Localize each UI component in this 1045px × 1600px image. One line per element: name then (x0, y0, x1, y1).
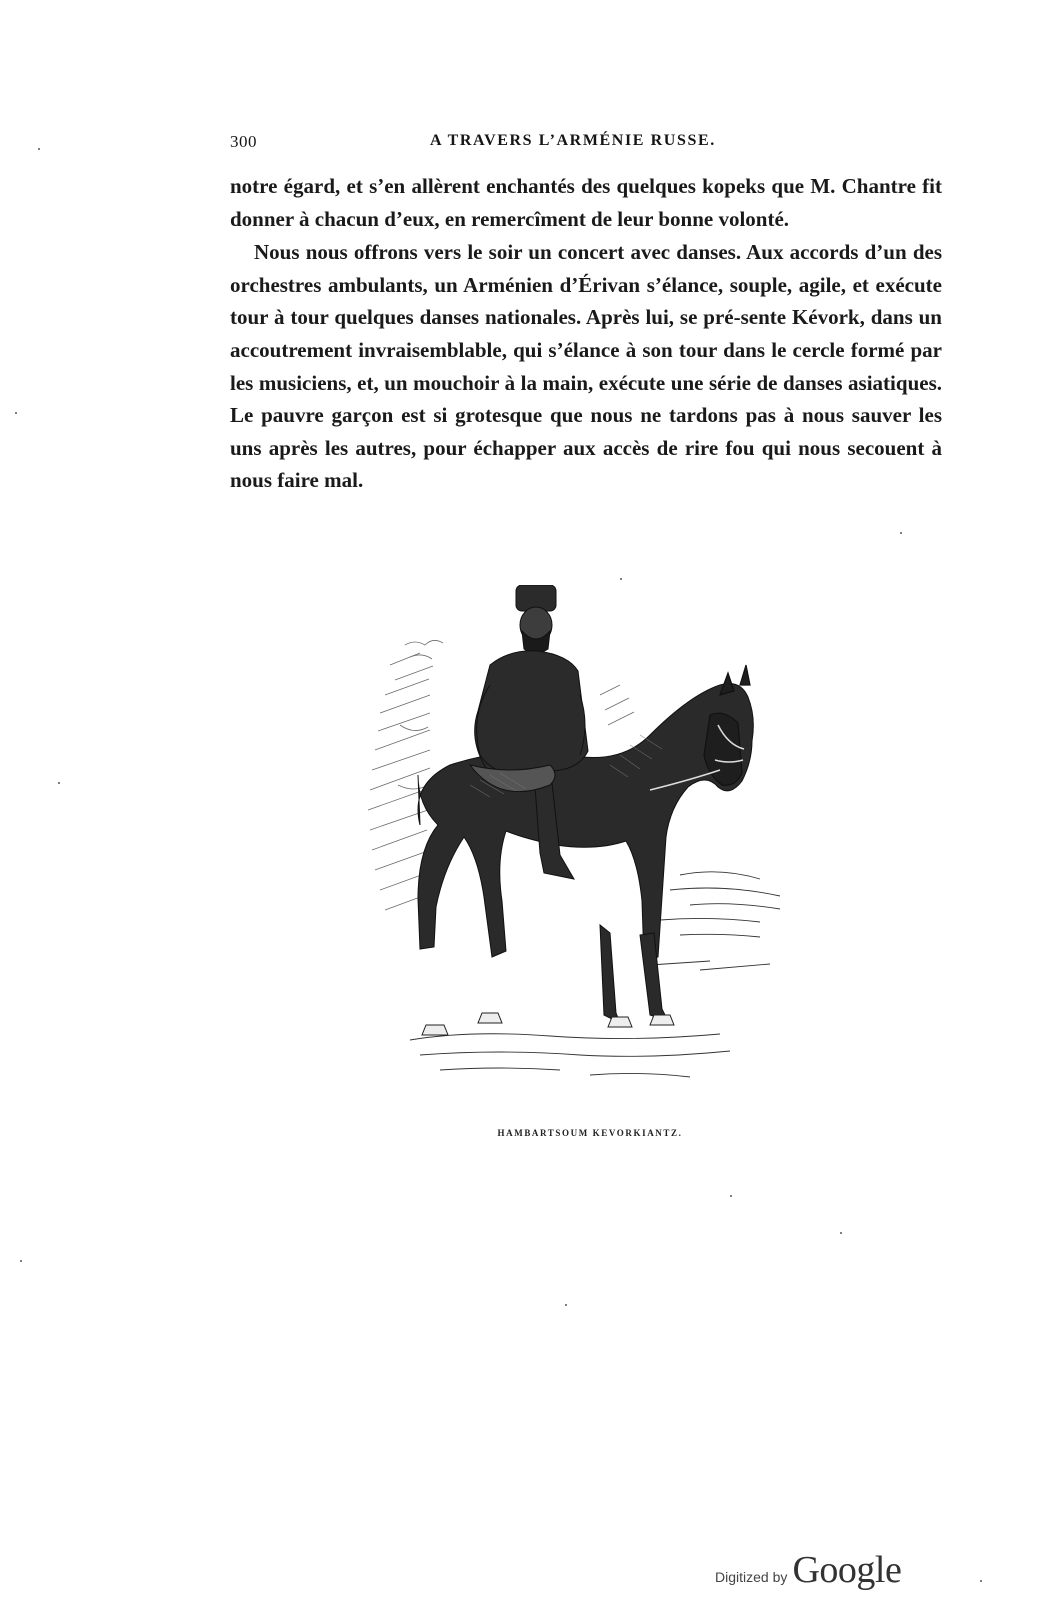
print-speck (730, 1195, 732, 1197)
paragraph-2: Nous nous offrons vers le soir un concert avec danses. Aux accords d’un des orchestres ambulants, un Arménien d’Érivan s’élance, souple, agile, et exécute tour à tour quelques danses nationales. Après lui, se pré-sente Kévork, dans un accoutrement invraisemblable, qui s’élance à son tour dans le cercle formé par les musiciens, et, un mouchoir à la main, exécute une série de danses asiatiques. Le pauvre garçon est si grotesque que nous ne tardons pas à nous sauver les uns après les autres, pour échapper aux accès de rire fou qui nous secouent à nous faire mal. (230, 240, 942, 493)
paragraph-1: notre égard, et s’en allèrent enchantés des quelques kopeks que M. Chantre fit donner à chacun d’eux, en remercîment de leur bonne volonté. (230, 174, 942, 231)
google-logo: Google (792, 1549, 902, 1591)
print-speck (840, 1232, 842, 1234)
hooves (422, 1013, 674, 1035)
page-header (230, 132, 830, 156)
print-speck (20, 1260, 22, 1262)
page-number: 300 (230, 132, 257, 151)
figure-caption: HAMBARTSOUM KEVORKIANTZ. (497, 1128, 683, 1138)
print-speck (15, 412, 17, 414)
print-speck (38, 148, 40, 150)
body-text (230, 170, 942, 497)
print-speck (58, 782, 60, 784)
running-title: A TRAVERS L’ARMÉNIE RUSSE. (430, 132, 716, 149)
print-speck (620, 578, 622, 580)
print-speck (565, 1304, 567, 1306)
print-speck (980, 1580, 982, 1582)
digitized-by-watermark (715, 1548, 901, 1598)
ground-lines (410, 872, 780, 1077)
print-speck (900, 532, 902, 534)
digitized-label: Digitized by (715, 1569, 788, 1585)
horseman-illustration (350, 585, 830, 1105)
